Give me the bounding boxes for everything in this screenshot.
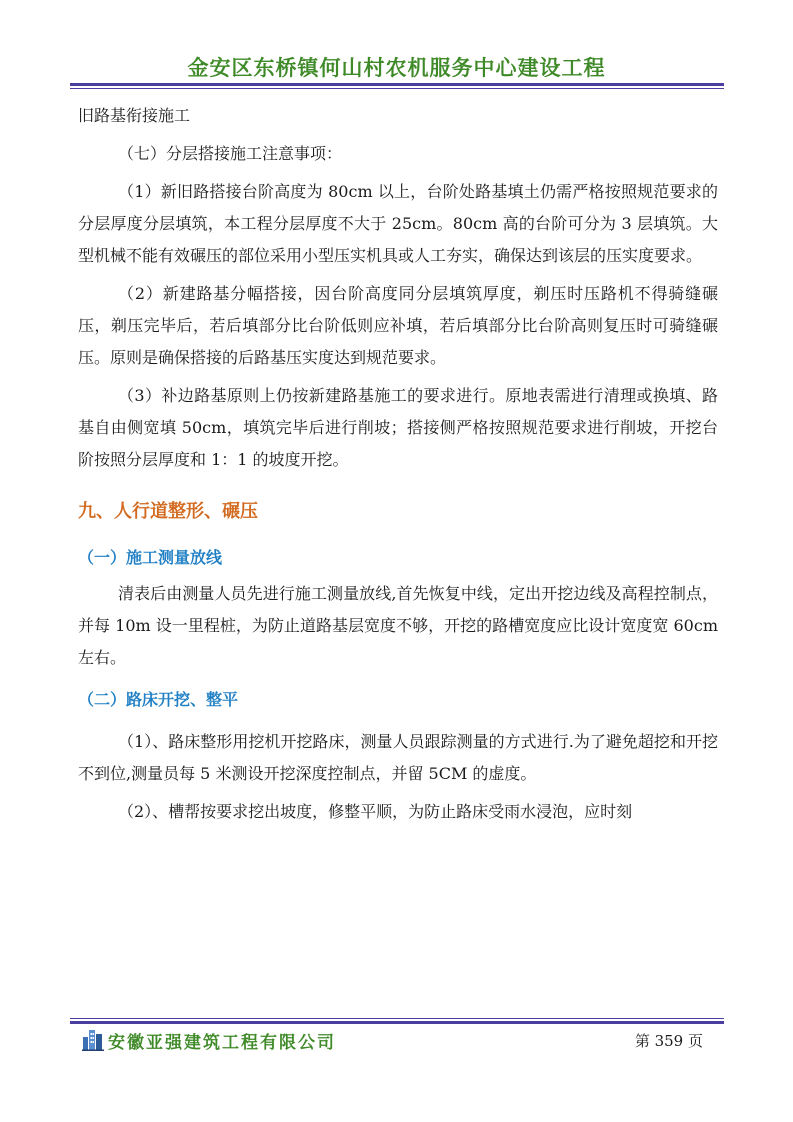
section-heading-9: 九、人行道整形、碾压: [78, 501, 258, 522]
continued-line: 旧路基衔接施工: [78, 106, 191, 125]
footer-rule-thick: [70, 1021, 724, 1024]
subsection-heading-7: （七）分层搭接施工注意事项：: [118, 144, 343, 163]
page-header-title: 金安区东桥镇何山村农机服务中心建设工程: [187, 56, 606, 80]
paragraph-3: （3）补边路基原则上仍按新建路基施工的要求进行。原地表需进行清理或换填、路基自由侧宽填 50cm，填筑完毕后进行削坡；搭接侧严格按照规范要求进行削坡，开挖台阶按照分层厚度和 1：1 的坡度开挖。: [78, 386, 718, 469]
paragraph-5: （1）、路床整形用挖机开挖路床，测量人员跟踪测量的方式进行.为了避免超挖和开挖不到位,测量员每 5 米测设开挖深度控制点，并留 5CM 的虚度。: [78, 732, 718, 783]
footer-company-name: 安徽亚强建筑工程有限公司: [108, 1033, 336, 1053]
paragraph-4: 清表后由测量人员先进行施工测量放线,首先恢复中线，定出开挖边线及高程控制点，并每 10m 设一里程桩，为防止道路基层宽度不够，开挖的路槽宽度应比设计宽度宽 60cm 左右。: [78, 584, 718, 667]
paragraph-6: （2）、槽帮按要求挖出坡度，修整平顺，为防止路床受雨水浸泡，应时刻: [118, 802, 633, 821]
building-logo-icon: [82, 1027, 104, 1051]
subheading-excavation: （二）路床开挖、整平: [78, 690, 239, 709]
subheading-survey: （一）施工测量放线: [78, 548, 223, 567]
document-body: [78, 100, 718, 828]
header-rule-thick: [70, 83, 724, 86]
paragraph-1: （1）新旧路搭接台阶高度为 80cm 以上，台阶处路基填土仍需严格按照规范要求的分层厚度分层填筑，本工程分层厚度不大于 25cm。80cm 高的台阶可分为 3 层填筑。大型机械不能有效碾压的部位采用小型压实机具或人工夯实，确保达到该层的压实度要求。: [78, 182, 718, 265]
header-rule-thin: [70, 88, 724, 89]
footer-page-number: 第 359 页: [634, 1032, 703, 1050]
paragraph-2: （2）新建路基分幅搭接，因台阶高度同分层填筑厚度，剃压时压路机不得骑缝碾压，剃压完毕后，若后填部分比台阶低则应补填，若后填部分比台阶高则复压时可骑缝碾压。原则是确保搭接的后路基压实度达到规范要求。: [78, 284, 718, 367]
footer-rule-thin: [70, 1018, 724, 1019]
